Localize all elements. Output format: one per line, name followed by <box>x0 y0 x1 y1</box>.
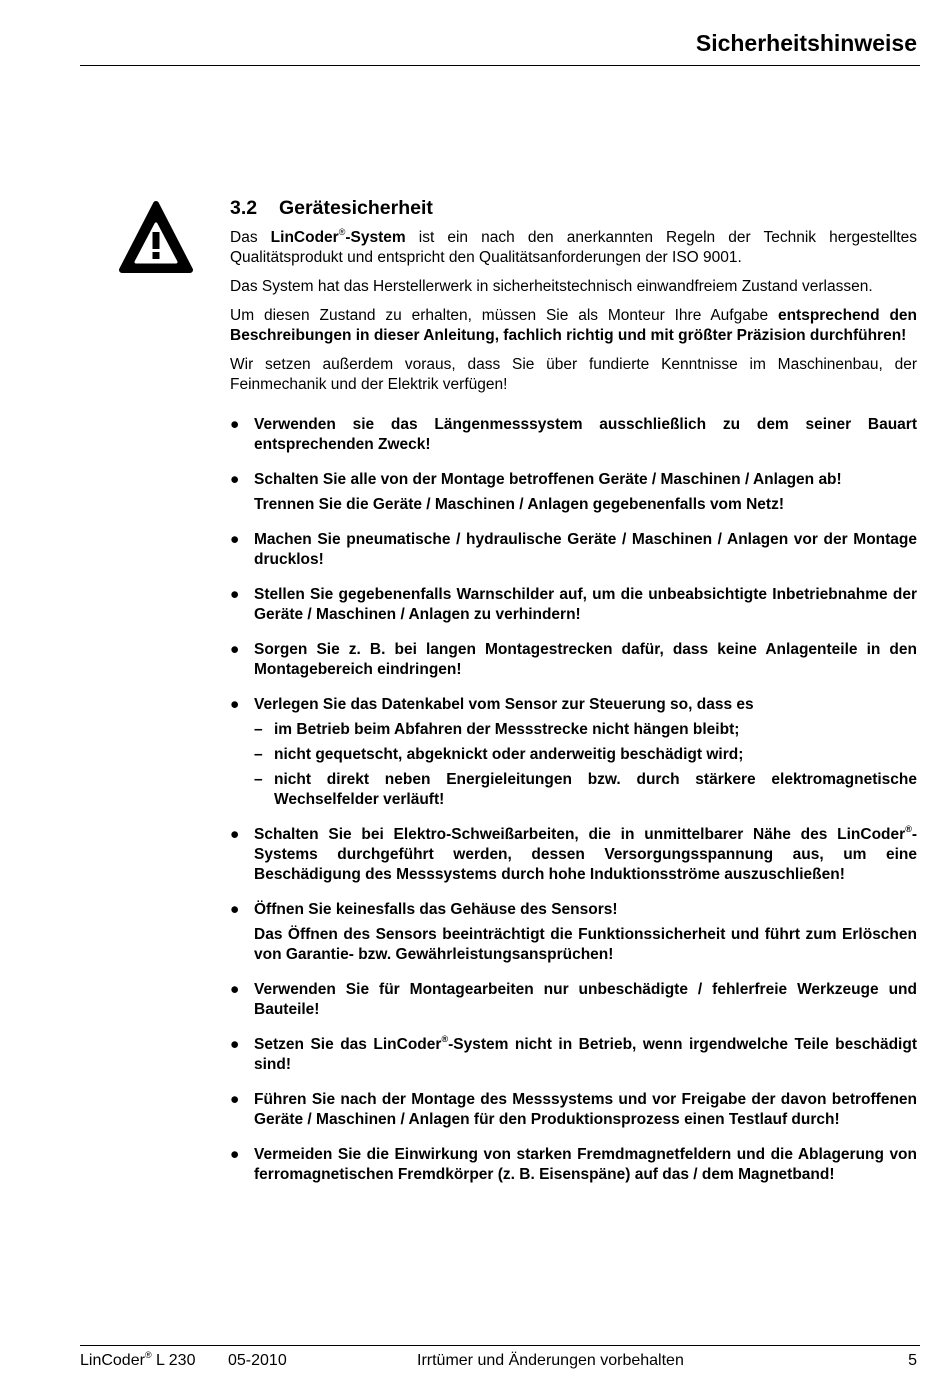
list-item-subtext: Das Öffnen des Sensors beeinträchtigt die Funktionssicherheit und führt zum Erlöschen von Garantie- bzw. Gewährleistungsansprüchen! <box>254 926 917 963</box>
bullet-icon: ● <box>230 981 240 998</box>
list-item <box>230 585 917 625</box>
main-content <box>230 198 917 1200</box>
list-item-text: Verwenden sie das Längenmesssystem ausschließlich zu dem seiner Bauart entsprechenden Zweck! <box>254 416 917 453</box>
footer-divider <box>80 1345 920 1346</box>
footer-product-name: LinCoder <box>80 1352 145 1369</box>
list-item <box>230 1145 917 1185</box>
list-item <box>230 415 917 455</box>
list-item <box>230 470 917 515</box>
safety-instructions-list <box>230 415 917 1185</box>
list-item-text: Schalten Sie alle von der Montage betroffenen Geräte / Maschinen / Anlagen ab! <box>254 471 842 488</box>
bullet-icon: ● <box>230 696 240 713</box>
dash-item <box>254 720 917 740</box>
registered-mark: ® <box>441 1034 449 1044</box>
bullet-icon: ● <box>230 471 240 488</box>
registered-mark: ® <box>338 227 346 237</box>
paragraph-factory-state: Das System hat das Herstellerwerk in sicherheitstechnisch einwandfreiem Zustand verlassen. <box>230 278 873 295</box>
bullet-icon: ● <box>230 1091 240 1108</box>
section-number: 3.2 <box>230 197 258 219</box>
page-header-title: Sicherheitshinweise <box>695 30 917 56</box>
list-item-text: Öffnen Sie keinesfalls das Gehäuse des Sensors! <box>254 901 618 918</box>
list-item-text: Machen Sie pneumatische / hydraulische Geräte / Maschinen / Anlagen vor der Montage drucklos! <box>254 531 917 568</box>
bullet-icon: ● <box>230 416 240 433</box>
list-item <box>230 980 917 1020</box>
text: Das <box>230 229 271 246</box>
list-item <box>230 900 917 965</box>
dash-item-text: nicht direkt neben Energieleitungen bzw. durch stärkere elektromagnetische Wechselfelder verläuft! <box>274 771 917 808</box>
bullet-icon: ● <box>230 826 240 843</box>
dash-item-text: nicht gequetscht, abgeknickt oder anderweitig beschädigt wird; <box>274 746 744 763</box>
list-item <box>230 695 917 810</box>
paragraph-knowledge: Wir setzen außerdem voraus, dass Sie über fundierte Kenntnisse im Maschinenbau, der Feinmechanik und der Elektrik verfügen! <box>230 356 917 393</box>
brand-name: LinCoder <box>270 229 339 246</box>
bullet-icon: ● <box>230 901 240 918</box>
list-item-text: -Systems durchgeführt werden, dessen Versorgungsspannung aus, um eine Beschädigung des Messsystems durch hohe Induktionsströme auszuschließen! <box>254 826 917 883</box>
dash-icon: – <box>254 746 263 763</box>
footer-model: L 230 <box>156 1352 196 1369</box>
list-item-text: Schalten Sie bei Elektro-Schweißarbeiten, die in unmittelbarer Nähe des LinCoder <box>254 826 906 843</box>
list-item-text: Setzen Sie das LinCoder <box>254 1036 442 1053</box>
list-item <box>230 1035 917 1075</box>
list-item-text: Verlegen Sie das Datenkabel vom Sensor zur Steuerung so, dass es <box>254 696 754 713</box>
list-item-text: Vermeiden Sie die Einwirkung von starken Fremdmagnetfeldern und die Ablagerung von ferromagnetischen Fremdkörper (z. B. Eisenspäne) auf das / dem Magnetband! <box>254 1146 917 1183</box>
text: ist ein nach den anerkannten Regeln der Technik hergestelltes Qualitätsprodukt und entspricht den Qualitätsanforderungen der ISO 9001. <box>230 229 918 266</box>
list-item-text: Sorgen Sie z. B. bei langen Montagestrecken dafür, dass keine Anlagenteile in den Montagebereich eindringen! <box>254 641 917 678</box>
header-divider <box>80 65 920 66</box>
cable-conditions-list <box>254 720 917 810</box>
brand-suffix: -System <box>345 229 406 246</box>
bullet-icon: ● <box>230 586 240 603</box>
bullet-icon: ● <box>230 641 240 658</box>
page-number: 5 <box>908 1352 917 1369</box>
dash-item <box>254 745 917 765</box>
list-item <box>230 1090 917 1130</box>
list-item <box>230 825 917 885</box>
section-title: Gerätesicherheit <box>279 197 433 219</box>
dash-icon: – <box>254 721 263 738</box>
list-item-text: Verwenden Sie für Montagearbeiten nur unbeschädigte / fehlerfreie Werkzeuge und Bauteile! <box>254 981 917 1018</box>
dash-item <box>254 770 917 810</box>
list-item-subtext: Trennen Sie die Geräte / Maschinen / Anlagen gegebenenfalls vom Netz! <box>254 496 785 513</box>
dash-item-text: im Betrieb beim Abfahren der Messstrecke nicht hängen bleibt; <box>274 721 740 738</box>
list-item <box>230 530 917 570</box>
emphasis-text: entsprechend den Beschreibungen in dieser Anleitung, fachlich richtig und mit größter Präzision durchführen! <box>230 307 918 344</box>
section-heading <box>230 198 917 218</box>
list-item-text: Stellen Sie gegebenenfalls Warnschilder auf, um die unbeabsichtigte Inbetriebnahme der Geräte / Maschinen / Anlagen zu verhindern! <box>254 586 917 623</box>
footer-date: 05-2010 <box>228 1352 287 1369</box>
dash-icon: – <box>254 771 263 788</box>
footer-note: Irrtümer und Änderungen vorbehalten <box>417 1352 684 1369</box>
registered-mark: ® <box>905 824 912 834</box>
footer-product <box>80 1352 195 1370</box>
list-item-text: Führen Sie nach der Montage des Messsystems und vor Freigabe der davon betroffenen Geräte / Maschinen / Anlagen für den Produktionsprozess einen Testlauf durch! <box>254 1091 917 1128</box>
list-item <box>230 640 917 680</box>
paragraph-fitter-duties <box>230 306 917 346</box>
bullet-icon: ● <box>230 531 240 548</box>
text: Um diesen Zustand zu erhalten, müssen Sie als Monteur Ihre Aufgabe <box>230 307 778 324</box>
paragraph-intro <box>230 228 917 268</box>
warning-triangle-icon <box>118 200 194 276</box>
bullet-icon: ● <box>230 1036 240 1053</box>
registered-mark: ® <box>144 1350 152 1360</box>
list-item-text: -System nicht in Betrieb, wenn irgendwelche Teile beschädigt sind! <box>254 1036 917 1073</box>
bullet-icon: ● <box>230 1146 240 1163</box>
